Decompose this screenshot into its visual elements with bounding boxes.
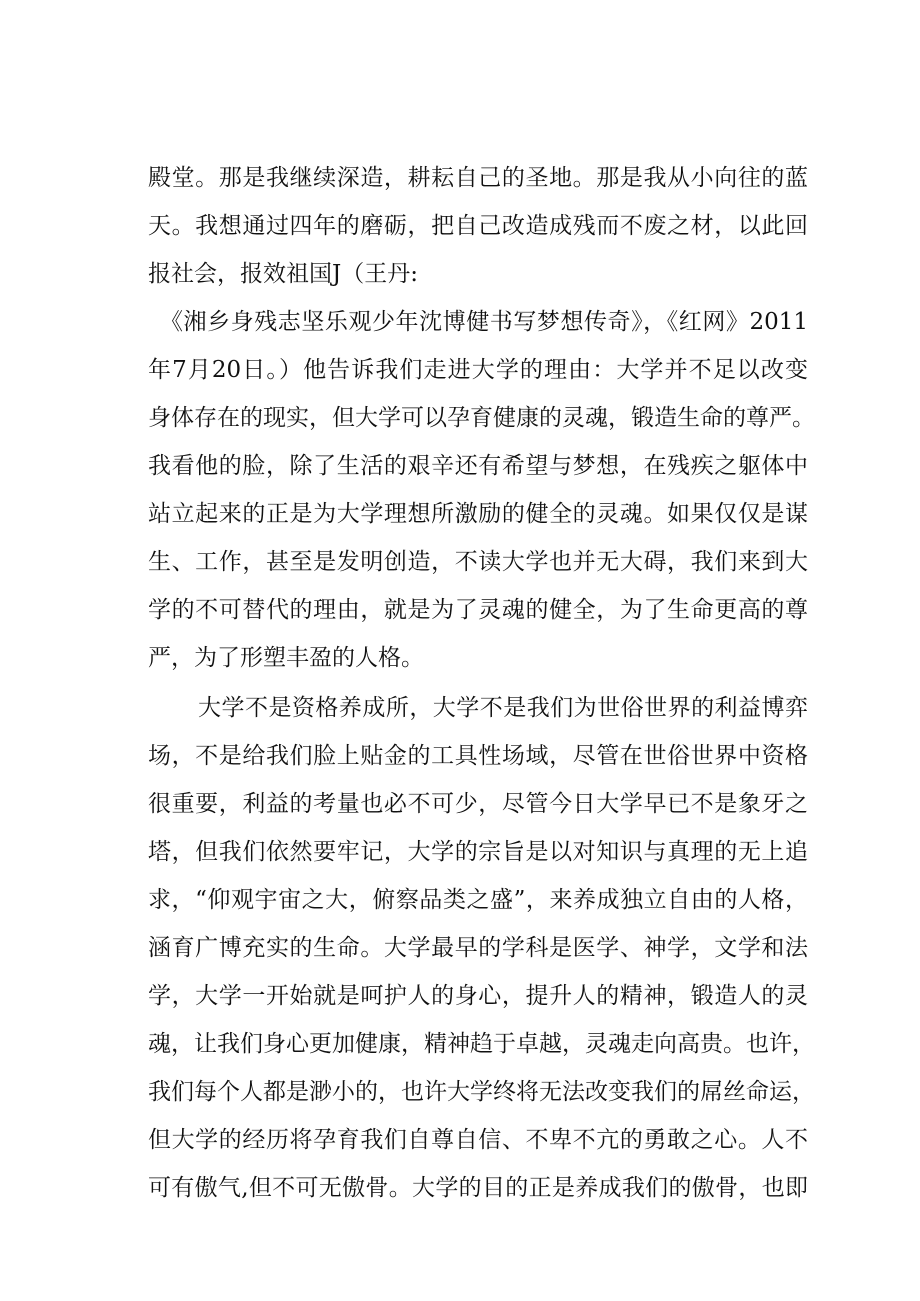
text-line: 身体存在的现实，但大学可以孕育健康的灵魂，锻造生命的尊严。: [148, 405, 815, 431]
text-line: 报社会，报效祖国J（王丹:: [148, 261, 418, 287]
text-line: 涵育广博充实的生命。大学最早的学科是医学、神学，文学和法: [148, 935, 808, 961]
text-line: 求，“仰观宇宙之大，俯察品类之盛”，来养成独立自由的人格，: [148, 887, 808, 913]
text-line: 年7月20日。）他告诉我们走进大学的理由：大学并不足以改变: [148, 357, 808, 383]
text-line: 场，不是给我们脸上贴金的工具性场域，尽管在世俗世界中资格: [148, 743, 808, 769]
text-line: 魂，让我们身心更加健康，精神趋于卓越，灵魂走向高贵。也许，: [148, 1031, 815, 1057]
text-line: 大学不是资格养成所，大学不是我们为世俗世界的利益博弈: [198, 695, 808, 721]
text-line: 我们每个人都是渺小的，也许大学终将无法改变我们的屌丝命运，: [148, 1079, 815, 1105]
text-line: 可有傲气,但不可无傲骨。大学的目的正是养成我们的傲骨，也即: [148, 1175, 808, 1201]
body-text: [148, 154, 815, 1212]
text-line: 天。我想通过四年的磨砺，把自己改造成残而不废之材，以此回: [148, 213, 808, 239]
text-line: 我看他的脸，除了生活的艰辛还有希望与梦想，在残疾之躯体中: [148, 453, 808, 479]
text-line: 殿堂。那是我继续深造，耕耘自己的圣地。那是我从小向往的蓝: [148, 165, 808, 191]
text-line: 《湘乡身残志坚乐观少年沈博健书写梦想传奇》，《红网》2011: [160, 309, 808, 335]
text-line: 生、工作，甚至是发明创造，不读大学也并无大碍，我们来到大: [148, 549, 808, 575]
text-line: 站立起来的正是为大学理想所激励的健全的灵魂。如果仅仅是谋: [148, 501, 808, 527]
text-line: 很重要，利益的考量也必不可少，尽管今日大学早已不是象牙之: [148, 791, 808, 817]
text-line: 学的不可替代的理由，就是为了灵魂的健全，为了生命更高的尊: [148, 597, 808, 623]
text-line: 但大学的经历将孕育我们自尊自信、不卑不亢的勇敢之心。人不: [148, 1127, 808, 1153]
text-line: 严，为了形塑丰盈的人格。: [148, 645, 424, 671]
text-line: 学，大学一开始就是呵护人的身心，提升人的精神，锻造人的灵: [148, 983, 808, 1009]
text-line: 塔，但我们依然要牢记，大学的宗旨是以对知识与真理的无上追: [148, 839, 808, 865]
